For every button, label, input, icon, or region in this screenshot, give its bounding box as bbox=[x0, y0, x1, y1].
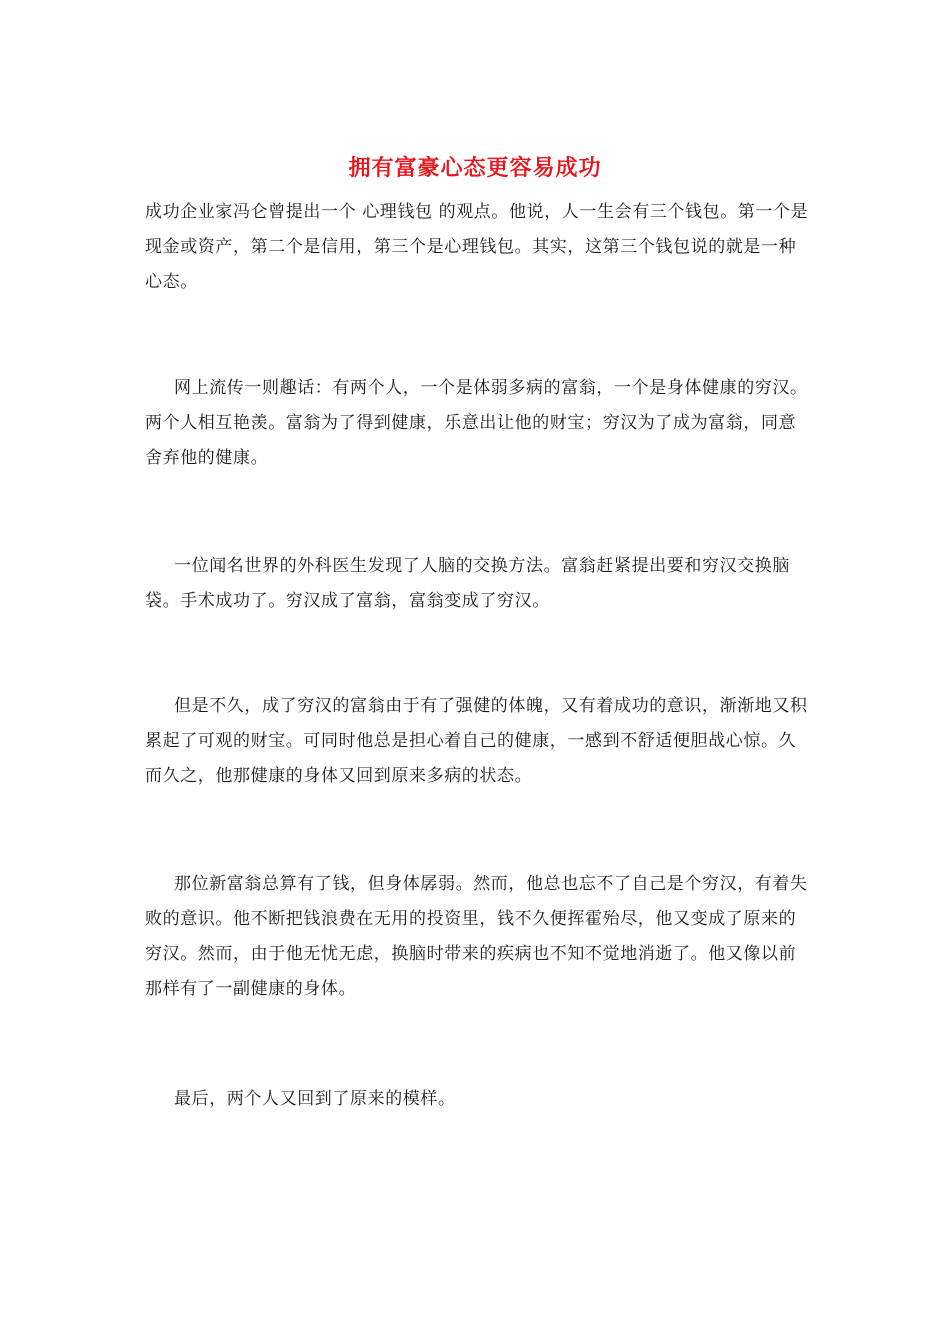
document-title: 拥有富豪心态更容易成功 bbox=[348, 155, 602, 181]
paragraph-5: 那位新富翁总算有了钱，但身体孱弱。然而，他总也忘不了自己是个穷汉，有着失败的意识。他不断把钱浪费在无用的投资里，钱不久便挥霍殆尽，他又变成了原来的穷汉。然而，由于他无忧无虑，换脑时带来的疾病也不知不觉地消逝了。他又像以前那样有了一副健康的身体。 bbox=[145, 874, 808, 999]
paragraph-2: 网上流传一则趣话：有两个人，一个是体弱多病的富翁，一个是身体健康的穷汉。两个人相互艳羡。富翁为了得到健康，乐意出让他的财宝；穷汉为了成为富翁，同意舍弃他的健康。 bbox=[145, 378, 808, 468]
paragraph-1: 成功企业家冯仑曾提出一个 心理钱包 的观点。他说，人一生会有三个钱包。第一个是现金或资产，第二个是信用，第三个是心理钱包。其实，这第三个钱包说的就是一种心态。 bbox=[145, 202, 809, 292]
paragraph-6: 最后，两个人又回到了原来的模样。 bbox=[174, 1089, 456, 1109]
paragraph-4: 但是不久，成了穷汉的富翁由于有了强健的体魄，又有着成功的意识，渐渐地又积累起了可观的财宝。可同时他总是担心着自己的健康，一感到不舒适便胆战心惊。久而久之，他那健康的身体又回到原来多病的状态。 bbox=[145, 696, 808, 786]
paragraph-3: 一位闻名世界的外科医生发现了人脑的交换方法。富翁赶紧提出要和穷汉交换脑袋。手术成功了。穷汉成了富翁，富翁变成了穷汉。 bbox=[145, 556, 790, 611]
